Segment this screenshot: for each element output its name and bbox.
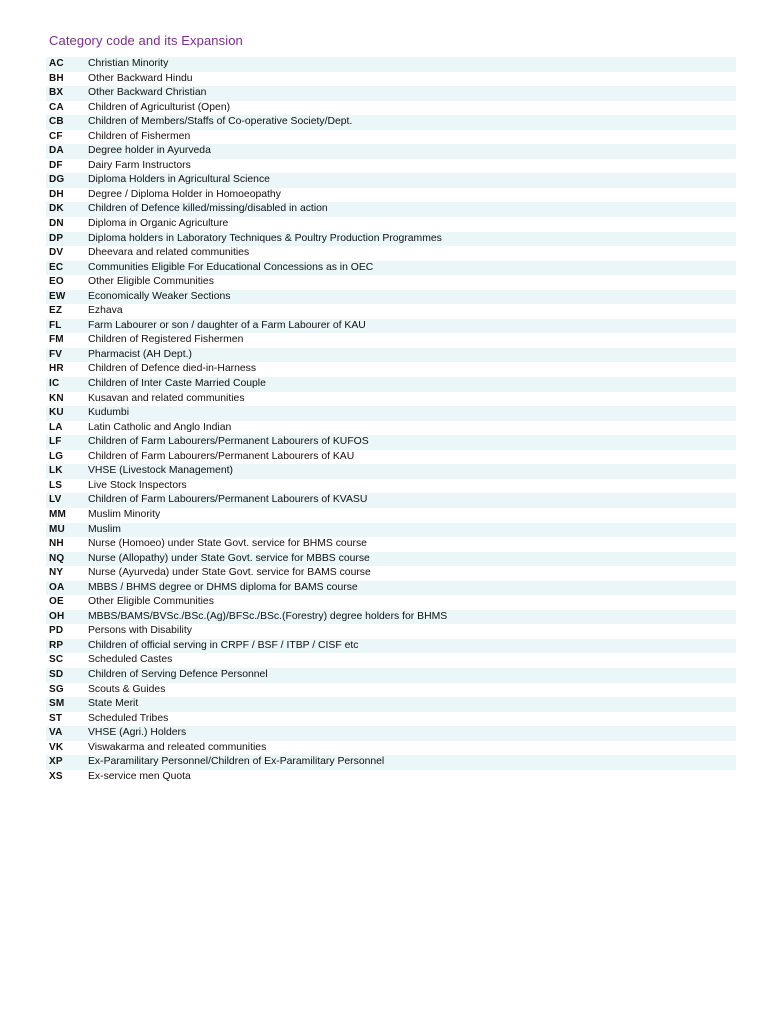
category-expansion: Other Eligible Communities: [88, 276, 214, 288]
category-expansion: Degree / Diploma Holder in Homoeopathy: [88, 188, 281, 200]
category-code: BH: [49, 72, 64, 84]
category-expansion: Nurse (Ayurveda) under State Govt. service for BAMS course: [88, 567, 371, 579]
category-code: RP: [49, 639, 64, 651]
table-row: [46, 304, 736, 319]
category-code: DN: [49, 218, 64, 230]
table-row: [46, 712, 736, 727]
category-code: HR: [49, 363, 64, 375]
category-code: EC: [49, 261, 64, 273]
table-row: [46, 624, 736, 639]
category-code: CA: [49, 101, 64, 113]
category-expansion: Scheduled Castes: [88, 654, 173, 666]
category-code: ST: [49, 712, 63, 724]
table-row: [46, 581, 736, 596]
category-code: CF: [49, 130, 63, 142]
category-expansion: Children of Serving Defence Personnel: [88, 668, 268, 680]
category-code: LG: [49, 450, 64, 462]
table-row: [46, 610, 736, 625]
category-code: IC: [49, 378, 60, 390]
table-row: [46, 755, 736, 770]
category-expansion: Ex-Paramilitary Personnel/Children of Ex-Paramilitary Personnel: [88, 756, 385, 768]
category-expansion: Diploma in Organic Agriculture: [88, 218, 229, 230]
category-expansion: Diploma holders in Laboratory Techniques & Poultry Production Programmes: [88, 232, 442, 244]
category-expansion: Muslim: [88, 523, 121, 535]
table-row: [46, 741, 736, 756]
category-expansion: Children of Fishermen: [88, 130, 191, 142]
category-expansion: Communities Eligible For Educational Concessions as in OEC: [88, 261, 374, 273]
category-expansion: Other Backward Hindu: [88, 72, 193, 84]
category-code: LF: [49, 436, 62, 448]
category-code: DG: [49, 174, 65, 186]
category-expansion: Christian Minority: [88, 58, 169, 69]
table-row: [46, 275, 736, 290]
category-code: LV: [49, 494, 62, 506]
category-expansion: Other Backward Christian: [88, 87, 207, 99]
table-row: [46, 523, 736, 538]
category-expansion: MBBS/BAMS/BVSc./BSc.(Ag)/BFSc./BSc.(Forestry) degree holders for BHMS: [88, 610, 448, 622]
table-row: [46, 406, 736, 421]
category-code: DH: [49, 188, 64, 200]
category-code: AC: [49, 58, 64, 69]
category-code: NQ: [49, 552, 65, 564]
category-code: DK: [49, 203, 64, 215]
table-row: [46, 72, 736, 87]
category-code: NH: [49, 538, 64, 550]
category-expansion: Children of Members/Staffs of Co-operative Society/Dept.: [88, 116, 353, 128]
category-expansion: Scouts & Guides: [88, 683, 166, 695]
category-code: SG: [49, 683, 64, 695]
table-row: [46, 86, 736, 101]
category-code: DP: [49, 232, 64, 244]
category-code: DV: [49, 247, 64, 259]
category-code: MM: [49, 508, 67, 520]
category-code: LK: [49, 465, 63, 477]
category-code: KN: [49, 392, 64, 404]
category-expansion: Children of Registered Fishermen: [88, 334, 244, 346]
category-code: FL: [49, 319, 62, 331]
category-expansion: Children of Farm Labourers/Permanent Labourers of KAU: [88, 450, 355, 462]
category-expansion: Dheevara and related communities: [88, 247, 250, 259]
category-expansion: Latin Catholic and Anglo Indian: [88, 421, 232, 433]
category-code: EZ: [49, 305, 63, 317]
table-row: [46, 435, 736, 450]
page-title: Category code and its Expansion: [49, 33, 243, 48]
category-expansion: Children of Defence died-in-Harness: [88, 363, 257, 375]
category-code: EW: [49, 290, 66, 302]
table-row: [46, 261, 736, 276]
table-row: [46, 683, 736, 698]
table-row: [46, 57, 736, 72]
table-row: [46, 639, 736, 654]
category-expansion: Degree holder in Ayurveda: [88, 145, 211, 157]
category-code: LA: [49, 421, 63, 433]
table-row: [46, 101, 736, 116]
table-row: [46, 377, 736, 392]
table-row: [46, 348, 736, 363]
category-code: XS: [49, 770, 63, 782]
category-code: BX: [49, 87, 64, 99]
category-expansion: Ex-service men Quota: [88, 770, 191, 782]
category-expansion: Ezhava: [88, 305, 123, 317]
table-row: [46, 537, 736, 552]
category-code: DA: [49, 145, 64, 157]
category-code: CB: [49, 116, 64, 128]
category-code: EO: [49, 276, 64, 288]
table-row: [46, 232, 736, 247]
table-row: [46, 115, 736, 130]
category-expansion: Muslim Minority: [88, 508, 161, 520]
category-code: KU: [49, 407, 64, 419]
category-expansion: Nurse (Homoeo) under State Govt. service for BHMS course: [88, 538, 367, 550]
category-code: NY: [49, 567, 64, 579]
category-expansion: Pharmacist (AH Dept.): [88, 348, 192, 360]
category-expansion: Nurse (Allopathy) under State Govt. service for MBBS course: [88, 552, 370, 564]
category-expansion: Live Stock Inspectors: [88, 479, 187, 491]
table-row: [46, 770, 736, 785]
table-row: [46, 552, 736, 567]
category-expansion: Farm Labourer or son / daughter of a Farm Labourer of KAU: [88, 319, 366, 331]
category-code-table: [46, 57, 736, 784]
category-code: VA: [49, 727, 63, 739]
category-expansion: Children of official serving in CRPF / BSF / ITBP / CISF etc: [88, 639, 359, 651]
category-code: OA: [49, 581, 65, 593]
table-row: [46, 421, 736, 436]
category-expansion: MBBS / BHMS degree or DHMS diploma for BAMS course: [88, 581, 358, 593]
category-expansion: Economically Weaker Sections: [88, 290, 231, 302]
table-row: [46, 130, 736, 145]
table-row: [46, 697, 736, 712]
table-row: [46, 726, 736, 741]
table-row: [46, 246, 736, 261]
category-expansion: Viswakarma and releated communities: [88, 741, 267, 753]
category-expansion: Scheduled Tribes: [88, 712, 169, 724]
table-row: [46, 217, 736, 232]
table-row: [46, 595, 736, 610]
category-expansion: VHSE (Livestock Management): [88, 465, 233, 477]
category-expansion: VHSE (Agri.) Holders: [88, 727, 187, 739]
category-code: FM: [49, 334, 64, 346]
table-row: [46, 188, 736, 203]
category-expansion: Dairy Farm Instructors: [88, 159, 191, 171]
category-expansion: Persons with Disability: [88, 625, 192, 637]
table-row: [46, 392, 736, 407]
category-expansion: Diploma Holders in Agricultural Science: [88, 174, 270, 186]
category-code: SC: [49, 654, 64, 666]
table-row: [46, 202, 736, 217]
category-expansion: Children of Defence killed/missing/disabled in action: [88, 203, 328, 215]
category-expansion: Children of Agriculturist (Open): [88, 101, 231, 113]
table-row: [46, 493, 736, 508]
table-row: [46, 668, 736, 683]
table-row: [46, 319, 736, 334]
category-expansion: Kusavan and related communities: [88, 392, 245, 404]
category-code: OE: [49, 596, 64, 608]
category-code: OH: [49, 610, 65, 622]
table-row: [46, 508, 736, 523]
table-row: [46, 362, 736, 377]
category-code: FV: [49, 348, 63, 360]
category-expansion: Kudumbi: [88, 407, 130, 419]
category-code: DF: [49, 159, 63, 171]
table-row: [46, 566, 736, 581]
table-row: [46, 144, 736, 159]
table-row: [46, 159, 736, 174]
category-code: SD: [49, 668, 64, 680]
table-row: [46, 173, 736, 188]
category-code: LS: [49, 479, 63, 491]
category-code: PD: [49, 625, 64, 637]
table-row: [46, 479, 736, 494]
category-code: VK: [49, 741, 64, 753]
category-code: XP: [49, 756, 63, 768]
category-expansion: Children of Inter Caste Married Couple: [88, 378, 266, 390]
table-row: [46, 653, 736, 668]
category-expansion: Children of Farm Labourers/Permanent Labourers of KVASU: [88, 494, 368, 506]
table-row: [46, 333, 736, 348]
table-row: [46, 464, 736, 479]
table-row: [46, 290, 736, 305]
category-expansion: State Merit: [88, 698, 139, 710]
category-expansion: Children of Farm Labourers/Permanent Labourers of KUFOS: [88, 436, 369, 448]
category-code: SM: [49, 698, 65, 710]
category-code: MU: [49, 523, 65, 535]
table-row: [46, 450, 736, 465]
category-expansion: Other Eligible Communities: [88, 596, 214, 608]
